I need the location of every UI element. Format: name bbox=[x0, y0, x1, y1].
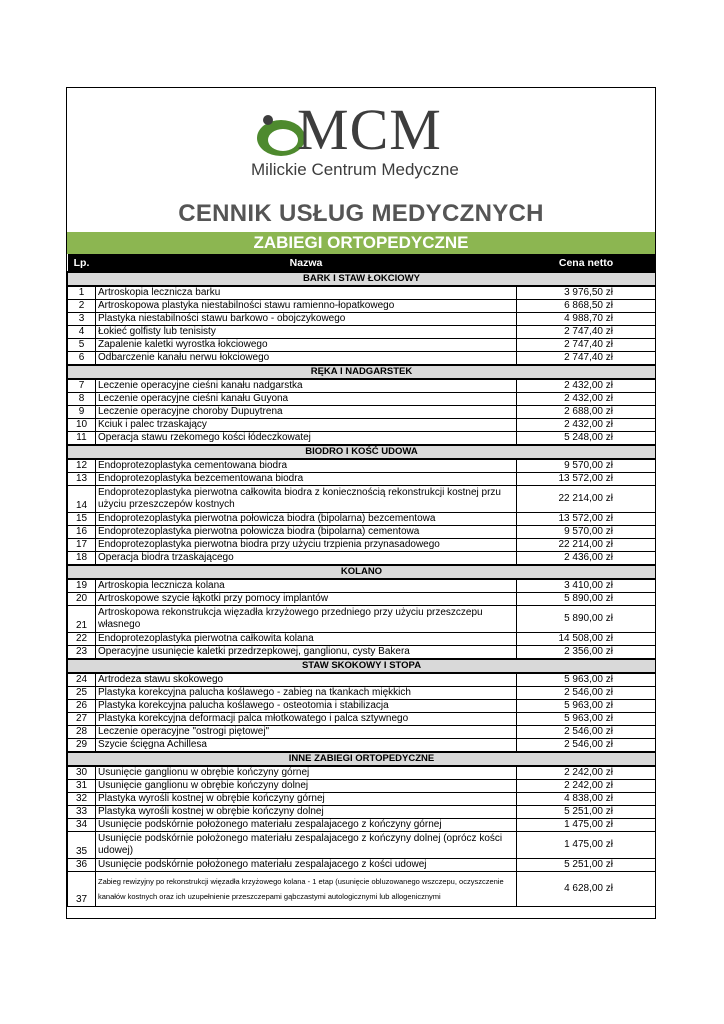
table-row bbox=[68, 687, 656, 700]
row-number: 28 bbox=[68, 726, 96, 739]
row-price: 2 242,00 zł bbox=[517, 780, 656, 793]
table-row bbox=[68, 513, 656, 526]
table-body bbox=[68, 272, 656, 907]
row-price: 14 508,00 zł bbox=[517, 633, 656, 646]
row-name: Endoprotezoplastyka pierwotna połowicza biodra (bipolarna) cementowa bbox=[96, 526, 517, 539]
row-price: 9 570,00 zł bbox=[517, 526, 656, 539]
section-title: ZABIEGI ORTOPEDYCZNE bbox=[67, 232, 655, 254]
row-price: 2 432,00 zł bbox=[517, 379, 656, 393]
table-row bbox=[68, 606, 656, 633]
row-number: 29 bbox=[68, 739, 96, 753]
table-row bbox=[68, 459, 656, 473]
row-price: 2 432,00 zł bbox=[517, 393, 656, 406]
row-name: Endoprotezoplastyka cementowana biodra bbox=[96, 459, 517, 473]
row-number: 35 bbox=[68, 832, 96, 859]
row-name: Zabieg rewizyjny po rekonstrukcji więzadła krzyżowego kolana - 1 etap (usunięcie obluzowanego wszczepu, oczyszczenie kanałów kostnych oraz ich uzupełnienie przeszczepami gąbczastymi autologicznymi lub allogenicznymi bbox=[96, 872, 517, 907]
table-row bbox=[68, 300, 656, 313]
row-name: Endoprotezoplastyka bezcementowana biodra bbox=[96, 473, 517, 486]
row-name: Szycie ścięgna Achillesa bbox=[96, 739, 517, 753]
row-name: Odbarczenie kanału nerwu łokciowego bbox=[96, 352, 517, 366]
row-price: 2 688,00 zł bbox=[517, 406, 656, 419]
row-price: 4 838,00 zł bbox=[517, 793, 656, 806]
row-price: 22 214,00 zł bbox=[517, 486, 656, 513]
row-number: 36 bbox=[68, 859, 96, 872]
row-name: Zapalenie kaletki wyrostka łokciowego bbox=[96, 339, 517, 352]
row-name: Artrodeza stawu skokowego bbox=[96, 673, 517, 687]
category-title: BIODRO I KOŚĆ UDOWA bbox=[68, 445, 656, 459]
table-row bbox=[68, 593, 656, 606]
row-number: 1 bbox=[68, 286, 96, 300]
category-title: STAW SKOKOWY I STOPA bbox=[68, 659, 656, 673]
row-number: 34 bbox=[68, 819, 96, 832]
row-price: 22 214,00 zł bbox=[517, 539, 656, 552]
row-price: 4 628,00 zł bbox=[517, 872, 656, 907]
row-name: Leczenie operacyjne "ostrogi piętowej" bbox=[96, 726, 517, 739]
row-number: 37 bbox=[68, 872, 96, 907]
table-row bbox=[68, 326, 656, 339]
row-name: Endoprotezoplastyka pierwotna połowicza biodra (bipolarna) bezcementowa bbox=[96, 513, 517, 526]
price-list-sheet bbox=[66, 87, 656, 919]
table-row bbox=[68, 646, 656, 660]
row-name: Łokieć golfisty lub tenisisty bbox=[96, 326, 517, 339]
row-name: Usunięcie podskórnie położonego materiału zespalajacego z kości udowej bbox=[96, 859, 517, 872]
row-number: 8 bbox=[68, 393, 96, 406]
row-number: 24 bbox=[68, 673, 96, 687]
row-name: Plastyka wyrośli kostnej w obrębie kończyny dolnej bbox=[96, 806, 517, 819]
row-number: 31 bbox=[68, 780, 96, 793]
table-row bbox=[68, 806, 656, 819]
row-number: 27 bbox=[68, 713, 96, 726]
row-price: 4 988,70 zł bbox=[517, 313, 656, 326]
row-name: Leczenie operacyjne choroby Dupuytrena bbox=[96, 406, 517, 419]
header-name: Nazwa bbox=[96, 254, 517, 272]
row-number: 2 bbox=[68, 300, 96, 313]
row-number: 11 bbox=[68, 432, 96, 446]
row-price: 5 963,00 zł bbox=[517, 700, 656, 713]
row-number: 10 bbox=[68, 419, 96, 432]
row-price: 5 963,00 zł bbox=[517, 713, 656, 726]
table-row bbox=[68, 766, 656, 780]
category-row bbox=[68, 565, 656, 579]
row-number: 6 bbox=[68, 352, 96, 366]
row-price: 9 570,00 zł bbox=[517, 459, 656, 473]
row-number: 5 bbox=[68, 339, 96, 352]
table-row bbox=[68, 819, 656, 832]
header-lp: Lp. bbox=[68, 254, 96, 272]
price-table bbox=[67, 254, 656, 907]
row-price: 2 356,00 zł bbox=[517, 646, 656, 660]
table-row bbox=[68, 406, 656, 419]
logo-brand: MCM bbox=[297, 97, 442, 162]
row-price: 1 475,00 zł bbox=[517, 832, 656, 859]
row-number: 12 bbox=[68, 459, 96, 473]
mcm-logo bbox=[251, 97, 481, 179]
row-price: 2 546,00 zł bbox=[517, 687, 656, 700]
row-number: 18 bbox=[68, 552, 96, 566]
row-number: 14 bbox=[68, 486, 96, 513]
table-header bbox=[68, 254, 656, 272]
row-price: 2 242,00 zł bbox=[517, 766, 656, 780]
table-row bbox=[68, 419, 656, 432]
row-price: 2 546,00 zł bbox=[517, 726, 656, 739]
table-row bbox=[68, 726, 656, 739]
table-row bbox=[68, 432, 656, 446]
row-name: Usunięcie podskórnie położonego materiału zespalajacego z kończyny górnej bbox=[96, 819, 517, 832]
row-name: Leczenie operacyjne cieśni kanału nadgarstka bbox=[96, 379, 517, 393]
table-row bbox=[68, 393, 656, 406]
table-row bbox=[68, 673, 656, 687]
row-number: 16 bbox=[68, 526, 96, 539]
row-price: 3 976,50 zł bbox=[517, 286, 656, 300]
row-price: 6 868,50 zł bbox=[517, 300, 656, 313]
row-number: 3 bbox=[68, 313, 96, 326]
row-number: 33 bbox=[68, 806, 96, 819]
table-row bbox=[68, 526, 656, 539]
table-row bbox=[68, 339, 656, 352]
row-number: 26 bbox=[68, 700, 96, 713]
table-row bbox=[68, 633, 656, 646]
row-number: 17 bbox=[68, 539, 96, 552]
row-name: Plastyka wyrośli kostnej w obrębie kończyny górnej bbox=[96, 793, 517, 806]
category-row bbox=[68, 445, 656, 459]
row-price: 2 747,40 zł bbox=[517, 326, 656, 339]
table-row bbox=[68, 539, 656, 552]
row-price: 2 436,00 zł bbox=[517, 552, 656, 566]
table-row bbox=[68, 473, 656, 486]
row-price: 3 410,00 zł bbox=[517, 579, 656, 593]
table-row bbox=[68, 700, 656, 713]
table-row bbox=[68, 739, 656, 753]
row-price: 5 248,00 zł bbox=[517, 432, 656, 446]
table-row bbox=[68, 579, 656, 593]
category-title: KOLANO bbox=[68, 565, 656, 579]
row-name: Operacja stawu rzekomego kości łódeczkowatej bbox=[96, 432, 517, 446]
row-price: 2 546,00 zł bbox=[517, 739, 656, 753]
table-row bbox=[68, 780, 656, 793]
category-title: RĘKA I NADGARSTEK bbox=[68, 365, 656, 379]
row-name: Kciuk i palec trzaskający bbox=[96, 419, 517, 432]
row-number: 13 bbox=[68, 473, 96, 486]
row-name: Leczenie operacyjne cieśni kanału Guyona bbox=[96, 393, 517, 406]
row-name: Operacyjne usunięcie kaletki przedrzepkowej, ganglionu, cysty Bakera bbox=[96, 646, 517, 660]
row-name: Plastyka niestabilności stawu barkowo - obojczykowego bbox=[96, 313, 517, 326]
row-name: Artroskopowa rekonstrukcja więzadła krzyżowego przedniego przy użyciu przeszczepu własnego bbox=[96, 606, 517, 633]
row-number: 7 bbox=[68, 379, 96, 393]
row-number: 22 bbox=[68, 633, 96, 646]
row-number: 32 bbox=[68, 793, 96, 806]
row-name: Operacja biodra trzaskającego bbox=[96, 552, 517, 566]
row-price: 2 747,40 zł bbox=[517, 352, 656, 366]
row-name: Usunięcie ganglionu w obrębie kończyny górnej bbox=[96, 766, 517, 780]
table-row bbox=[68, 286, 656, 300]
row-name: Artroskopia lecznicza kolana bbox=[96, 579, 517, 593]
row-number: 21 bbox=[68, 606, 96, 633]
row-price: 2 432,00 zł bbox=[517, 419, 656, 432]
row-number: 30 bbox=[68, 766, 96, 780]
row-number: 4 bbox=[68, 326, 96, 339]
row-number: 9 bbox=[68, 406, 96, 419]
table-row bbox=[68, 832, 656, 859]
table-row bbox=[68, 872, 656, 907]
row-name: Usunięcie podskórnie położonego materiału zespalajacego z kończyny dolnej (oprócz kości udowej) bbox=[96, 832, 517, 859]
row-number: 15 bbox=[68, 513, 96, 526]
category-row bbox=[68, 659, 656, 673]
row-number: 19 bbox=[68, 579, 96, 593]
table-row bbox=[68, 352, 656, 366]
row-number: 20 bbox=[68, 593, 96, 606]
row-price: 5 251,00 zł bbox=[517, 806, 656, 819]
row-price: 1 475,00 zł bbox=[517, 819, 656, 832]
row-name: Endoprotezoplastyka pierwotna biodra przy użyciu trzpienia przynasadowego bbox=[96, 539, 517, 552]
row-price: 5 890,00 zł bbox=[517, 606, 656, 633]
row-number: 25 bbox=[68, 687, 96, 700]
row-name: Artroskopowa plastyka niestabilności stawu ramienno-łopatkowego bbox=[96, 300, 517, 313]
category-title: BARK I STAW ŁOKCIOWY bbox=[68, 272, 656, 286]
category-row bbox=[68, 752, 656, 766]
row-name: Endoprotezoplastyka pierwotna całkowita kolana bbox=[96, 633, 517, 646]
header-price: Cena netto bbox=[517, 254, 656, 272]
row-price: 5 963,00 zł bbox=[517, 673, 656, 687]
row-price: 5 890,00 zł bbox=[517, 593, 656, 606]
table-row bbox=[68, 713, 656, 726]
row-price: 2 747,40 zł bbox=[517, 339, 656, 352]
table-row bbox=[68, 859, 656, 872]
row-price: 13 572,00 zł bbox=[517, 473, 656, 486]
table-row bbox=[68, 313, 656, 326]
row-name: Artroskopia lecznicza barku bbox=[96, 286, 517, 300]
category-title: INNE ZABIEGI ORTOPEDYCZNE bbox=[68, 752, 656, 766]
row-number: 23 bbox=[68, 646, 96, 660]
row-name: Endoprotezoplastyka pierwotna całkowita biodra z koniecznością rekonstrukcji kostnej przu użyciu przeszczepów kostnych bbox=[96, 486, 517, 513]
table-row bbox=[68, 552, 656, 566]
table-row bbox=[68, 486, 656, 513]
table-row bbox=[68, 379, 656, 393]
logo-subtitle: Milickie Centrum Medyczne bbox=[251, 160, 459, 179]
row-price: 13 572,00 zł bbox=[517, 513, 656, 526]
row-name: Plastyka korekcyjna deformacji palca młotkowatego i palca sztywnego bbox=[96, 713, 517, 726]
row-name: Usunięcie ganglionu w obrębie kończyny dolnej bbox=[96, 780, 517, 793]
page-title: CENNIK USŁUG MEDYCZNYCH bbox=[178, 200, 544, 227]
row-name: Plastyka korekcyjna palucha koślawego - zabieg na tkankach miękkich bbox=[96, 687, 517, 700]
row-name: Artroskopowe szycie łąkotki przy pomocy implantów bbox=[96, 593, 517, 606]
category-row bbox=[68, 272, 656, 286]
row-name: Plastyka korekcyjna palucha koślawego - osteotomia i stabilizacja bbox=[96, 700, 517, 713]
category-row bbox=[68, 365, 656, 379]
table-row bbox=[68, 793, 656, 806]
row-price: 5 251,00 zł bbox=[517, 859, 656, 872]
